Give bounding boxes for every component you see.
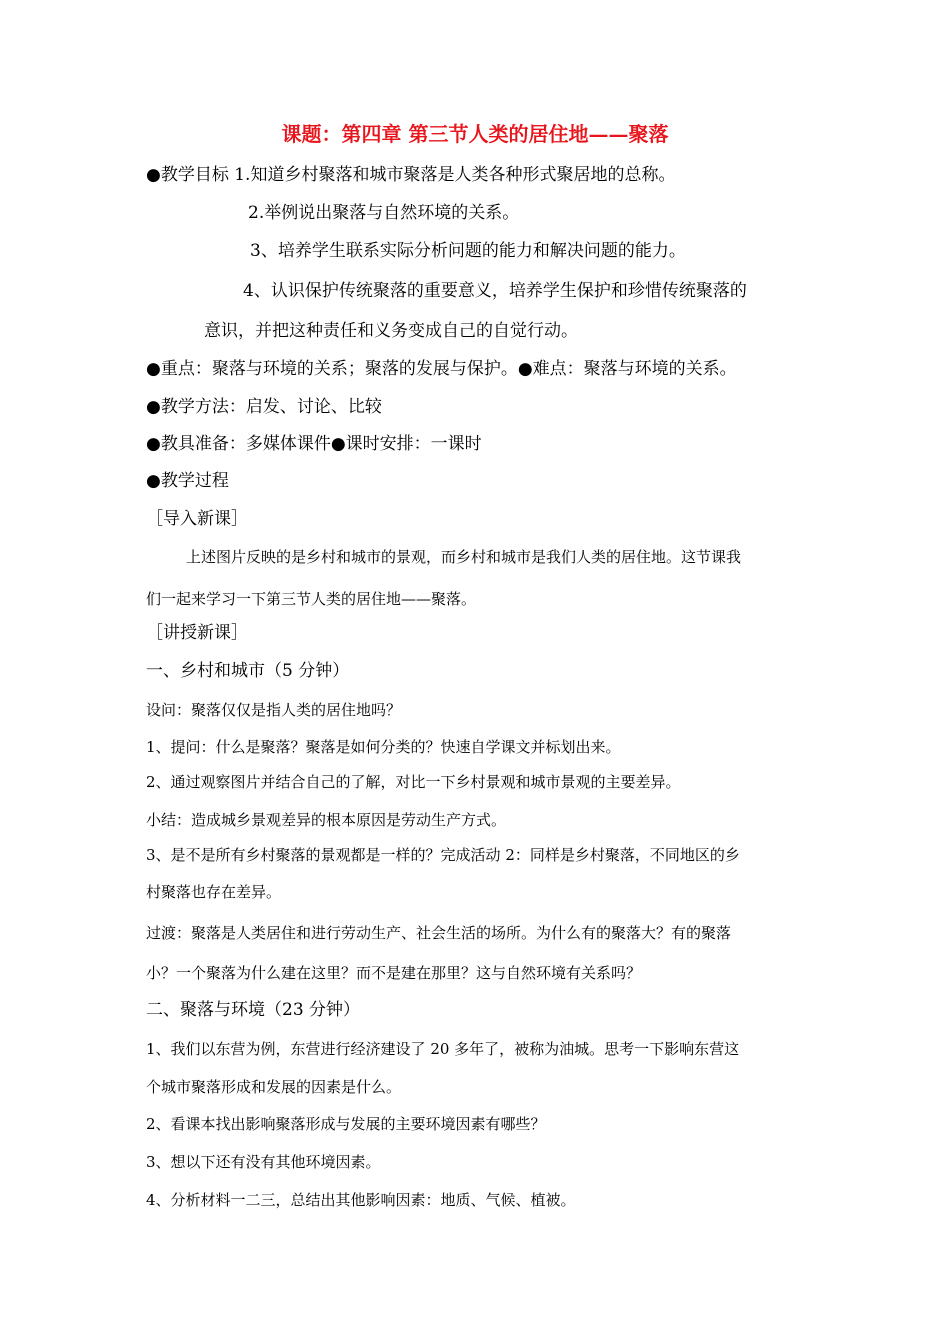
section-1-item-3-cont: 村聚落也存在差异。 [146, 883, 282, 901]
section-1-heading: 一、乡村和城市（5 分钟） [146, 661, 350, 681]
objective-line-4: 4、认识保护传统聚落的重要意义，培养学生保护和珍惜传统聚落的 [243, 281, 747, 301]
key-points: ●重点：聚落与环境的关系；聚落的发展与保护。●难点：聚落与环境的关系。 [146, 359, 737, 379]
objective-line-3: 3、培养学生联系实际分析问题的能力和解决问题的能力。 [250, 241, 686, 261]
section-1-summary: 小结：造成城乡景观差异的根本原因是劳动生产方式。 [146, 811, 507, 829]
section-2-item-1-cont: 个城市聚落形成和发展的因素是什么。 [146, 1078, 402, 1096]
intro-paragraph-line-2: 们一起来学习一下第三节人类的居住地——聚落。 [146, 590, 477, 608]
teaching-tools: ●教具准备：多媒体课件●课时安排：一课时 [146, 434, 482, 454]
section-2-item-4: 4、分析材料一二三，总结出其他影响因素：地质、气候、植被。 [146, 1191, 576, 1209]
section-1-transition-cont: 小？一个聚落为什么建在这里？而不是建在那里？这与自然环境有关系吗？ [146, 964, 642, 982]
intro-paragraph-line-1: 上述图片反映的是乡村和城市的景观，而乡村和城市是我们人类的居住地。这节课我 [186, 548, 742, 566]
section-1-question: 设问：聚落仅仅是指人类的居住地吗？ [146, 701, 402, 719]
section-2-item-3: 3、想以下还有没有其他环境因素。 [146, 1153, 381, 1171]
lesson-title: 课题：第四章 第三节人类的居住地——聚落 [281, 122, 669, 146]
section-1-transition: 过渡：聚落是人类居住和进行劳动生产、社会生活的场所。为什么有的聚落大？有的聚落 [146, 924, 732, 942]
section-2-item-1: 1、我们以东营为例，东营进行经济建设了 20 多年了，被称为油城。思考一下影响东营这 [146, 1040, 740, 1058]
objective-line-4-cont: 意识，并把这种责任和义务变成自己的自觉行动。 [204, 321, 578, 341]
objective-line-1: ●教学目标 1.知道乡村聚落和城市聚落是人类各种形式聚居地的总称。 [146, 165, 676, 185]
section-1-item-1: 1、提问：什么是聚落？聚落是如何分类的？快速自学课文并标划出来。 [146, 738, 621, 756]
objective-line-2: 2.举例说出聚落与自然环境的关系。 [248, 203, 520, 223]
intro-heading: ［导入新课］ [146, 509, 248, 529]
new-lesson-heading: ［讲授新课］ [146, 623, 248, 643]
section-1-item-3: 3、是不是所有乡村聚落的景观都是一样的？完成活动 2：同样是乡村聚落，不同地区的乡 [146, 846, 740, 864]
teaching-process: ●教学过程 [146, 471, 229, 491]
section-1-item-2: 2、通过观察图片并结合自己的了解，对比一下乡村景观和城市景观的主要差异。 [146, 773, 681, 791]
teaching-methods: ●教学方法：启发、讨论、比较 [146, 397, 382, 417]
section-2-item-2: 2、看课本找出影响聚落形成与发展的主要环境因素有哪些？ [146, 1115, 546, 1133]
section-2-heading: 二、聚落与环境（23 分钟） [146, 1000, 361, 1020]
